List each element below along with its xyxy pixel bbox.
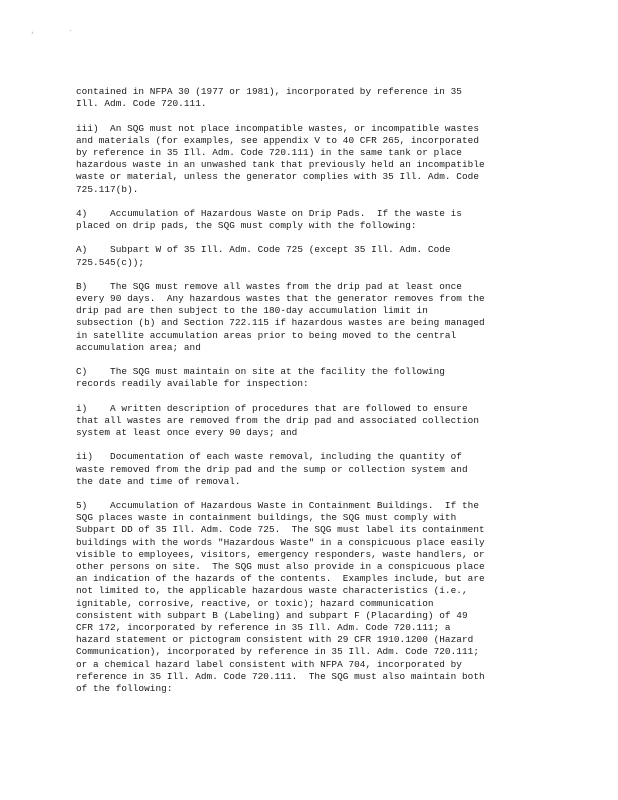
text-line: or a chemical hazard label consistent with NFPA 704, incorporated by (76, 658, 462, 670)
text-line: i) A written description of procedures that are followed to ensure (76, 402, 468, 414)
text-line: hazard statement or pictogram consistent with 29 CFR 1910.1200 (Hazard (76, 634, 474, 646)
text-line: that all wastes are removed from the drip pad and associated collection (76, 414, 479, 426)
text-line: C) The SQG must maintain on site at the facility the following (76, 366, 445, 378)
text-line: CFR 172, incorporated by reference in 35 Ill. Adm. Code 720.111; a (76, 622, 451, 634)
paragraph-item-ii (76, 451, 546, 488)
text-line: B) The SQG must remove all wastes from the drip pad at least once (76, 280, 462, 292)
text-line: hazardous waste in an unwashed tank that previously held an incompatible (76, 159, 485, 171)
text-line: buildings with the words "Hazardous Waste" in a conspicuous place easily (76, 536, 485, 548)
text-line: contained in NFPA 30 (1977 or 1981), incorporated by reference in 35 (76, 86, 462, 97)
text-line: A) Subpart W of 35 Ill. Adm. Code 725 (except 35 Ill. Adm. Code (76, 244, 451, 256)
text-line: Ill. Adm. Code 720.111. (76, 98, 207, 110)
text-line: 4) Accumulation of Hazardous Waste on Drip Pads. If the waste is (76, 207, 462, 219)
text-line: in satellite accumulation areas prior to being moved to the central (76, 329, 457, 341)
text-line: consistent with subpart B (Labeling) and subpart F (Placarding) of 49 (76, 609, 468, 621)
paragraph-iii (76, 123, 546, 196)
text-line: Subpart DD of 35 Ill. Adm. Code 725. The SQG must label its containment (76, 524, 485, 536)
paragraph-item-4 (76, 208, 546, 232)
paragraph-item-i (76, 403, 546, 440)
scan-speck: , (30, 26, 35, 35)
text-line: the date and time of removal. (76, 475, 241, 487)
text-line: an indication of the hazards of the contents. Examples include, but are (76, 573, 485, 585)
paragraph-item-c (76, 366, 546, 390)
text-line: SQG places waste in containment buildings, the SQG must comply with (76, 512, 457, 524)
text-line: iii) An SQG must not place incompatible wastes, or incompatible wastes (76, 122, 479, 134)
paragraph-contained (76, 86, 546, 110)
text-line: reference in 35 Ill. Adm. Code 720.111. The SQG must also maintain both (76, 670, 485, 682)
text-line: records readily available for inspection: (76, 378, 309, 390)
text-line: and materials (for examples, see appendix V to 40 CFR 265, incorporated (76, 134, 479, 146)
text-line: accumulation area; and (76, 341, 201, 353)
text-line: ignitable, corrosive, reactive, or toxic); hazard communication (76, 597, 434, 609)
paragraph-item-5 (76, 500, 546, 695)
text-line: ii) Documentation of each waste removal, including the quantity of (76, 451, 462, 463)
paragraph-item-b (76, 281, 546, 354)
text-line: other persons on site. The SQG must also provide in a conspicuous place (76, 561, 485, 573)
text-line: by reference in 35 Ill. Adm. Code 720.111) in the same tank or place (76, 146, 462, 158)
text-line: waste removed from the drip pad and the sump or collection system and (76, 463, 468, 475)
text-line: visible to employees, visitors, emergency responders, waste handlers, or (76, 548, 485, 560)
text-line: 725.545(c)); (76, 256, 145, 268)
text-line: of the following: (76, 683, 173, 695)
text-line: drip pad are then subject to the 180-day accumulation limit in (76, 305, 428, 317)
text-line: subsection (b) and Section 722.115 if hazardous wastes are being managed (76, 317, 485, 329)
text-line: placed on drip pads, the SQG must comply with the following: (76, 220, 417, 232)
text-line: waste or material, unless the generator complies with 35 Ill. Adm. Code (76, 171, 479, 183)
document-body (76, 86, 546, 707)
text-line: Communication), incorporated by reference in 35 Ill. Adm. Code 720.111; (76, 646, 479, 658)
text-line: every 90 days. Any hazardous wastes that the generator removes from the (76, 293, 485, 305)
paragraph-item-a (76, 244, 546, 268)
text-line: 725.117(b). (76, 183, 139, 195)
text-line: system at least once every 90 days; and (76, 427, 298, 439)
scan-speck: - (68, 26, 73, 35)
text-line: 5) Accumulation of Hazardous Waste in Containment Buildings. If the (76, 500, 479, 512)
text-line: not limited to, the applicable hazardous waste characteristics (i.e., (76, 585, 468, 597)
